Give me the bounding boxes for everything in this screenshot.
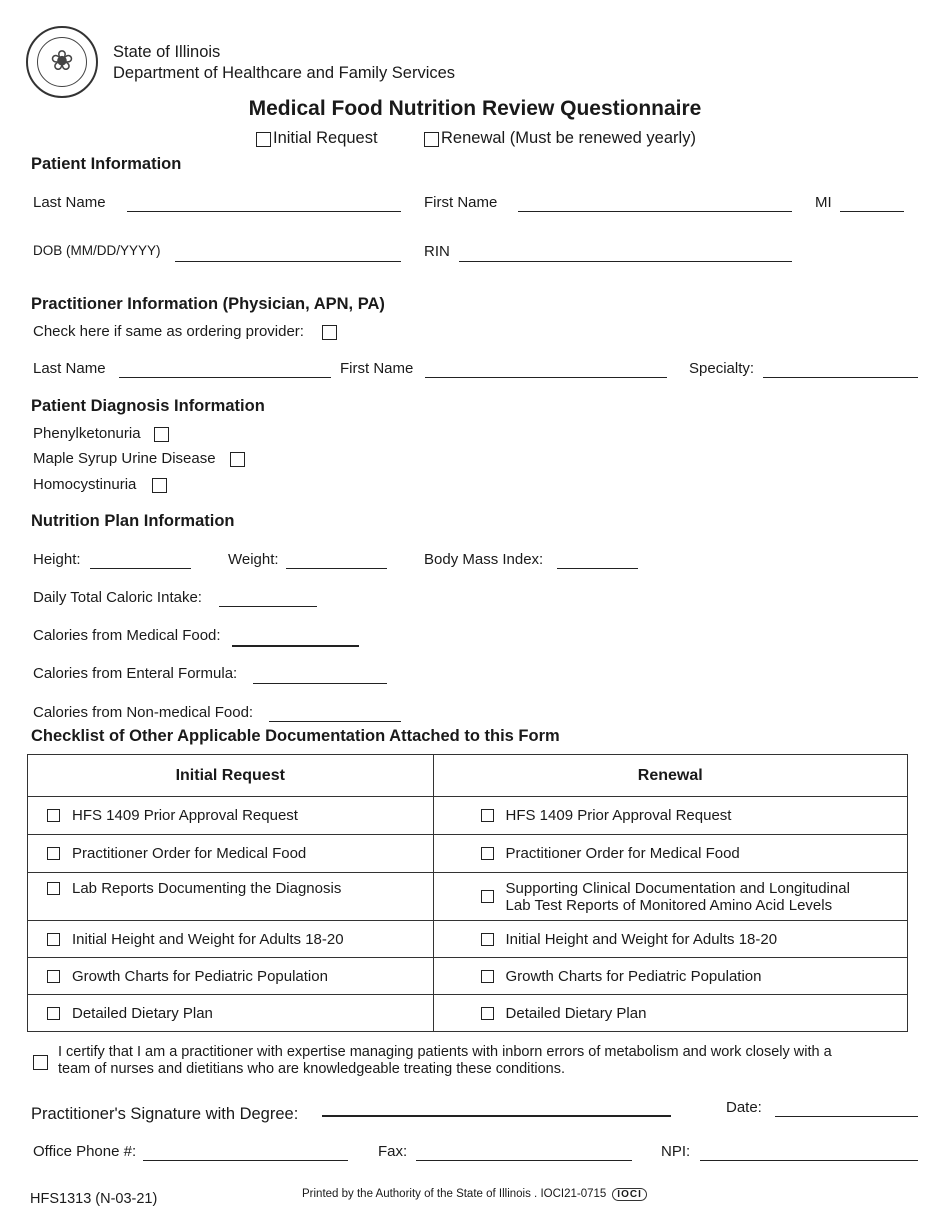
initial-request-label: Initial Request bbox=[273, 129, 378, 147]
initial-lab-reports-label: Lab Reports Documenting the Diagnosis bbox=[72, 880, 342, 897]
initial-lab-reports-checkbox[interactable] bbox=[47, 882, 60, 895]
renewal-growth-charts-checkbox[interactable] bbox=[481, 970, 494, 983]
diagnosis-homocystinuria-label: Homocystinuria bbox=[33, 476, 137, 493]
renewal-practitioner-order-checkbox[interactable] bbox=[481, 847, 494, 860]
agency-line-1: State of Illinois bbox=[113, 43, 221, 61]
patient-rin-field[interactable] bbox=[459, 261, 792, 262]
renewal-hfs1409-label: HFS 1409 Prior Approval Request bbox=[505, 807, 732, 824]
checklist-row bbox=[28, 995, 908, 1032]
checklist-heading: Checklist of Other Applicable Documentation Attached to this Form bbox=[31, 727, 560, 745]
initial-hfs1409-checkbox[interactable] bbox=[47, 809, 60, 822]
checklist-col-initial: Initial Request bbox=[28, 755, 434, 797]
renewal-dietary-plan-checkbox[interactable] bbox=[481, 1007, 494, 1020]
signature-field[interactable] bbox=[322, 1115, 671, 1117]
patient-rin-label: RIN bbox=[424, 243, 450, 260]
practitioner-last-name-label: Last Name bbox=[33, 360, 106, 377]
renewal-height-weight-label: Initial Height and Weight for Adults 18-20 bbox=[505, 930, 778, 948]
practitioner-info-heading: Practitioner Information (Physician, APN, PA) bbox=[31, 295, 385, 313]
renewal-growth-charts-label: Growth Charts for Pediatric Population bbox=[505, 967, 762, 985]
patient-mi-label: MI bbox=[815, 194, 832, 211]
initial-practitioner-order-checkbox[interactable] bbox=[47, 847, 60, 860]
signature-label: Practitioner's Signature with Degree: bbox=[31, 1105, 299, 1123]
enteral-calories-label: Calories from Enteral Formula: bbox=[33, 665, 238, 682]
renewal-supporting-docs-line1: Supporting Clinical Documentation and Longitudinal bbox=[505, 879, 850, 897]
practitioner-last-name-field[interactable] bbox=[119, 377, 331, 378]
initial-dietary-plan-checkbox[interactable] bbox=[47, 1007, 60, 1020]
printed-by-line bbox=[302, 1188, 647, 1201]
office-phone-label: Office Phone #: bbox=[33, 1143, 137, 1160]
patient-last-name-label: Last Name bbox=[33, 194, 106, 211]
checklist-row bbox=[28, 873, 908, 921]
practitioner-specialty-label: Specialty: bbox=[689, 360, 755, 377]
initial-hfs1409-label: HFS 1409 Prior Approval Request bbox=[72, 807, 298, 824]
medical-food-calories-label: Calories from Medical Food: bbox=[33, 627, 221, 644]
fax-field[interactable] bbox=[416, 1160, 632, 1161]
non-medical-calories-label: Calories from Non-medical Food: bbox=[33, 704, 254, 721]
bmi-label: Body Mass Index: bbox=[424, 551, 544, 568]
patient-mi-field[interactable] bbox=[840, 211, 904, 212]
certification-checkbox[interactable] bbox=[33, 1055, 48, 1070]
bmi-field[interactable] bbox=[557, 568, 638, 569]
checklist-row bbox=[28, 958, 908, 995]
npi-label: NPI: bbox=[661, 1143, 691, 1160]
patient-info-heading: Patient Information bbox=[31, 155, 182, 173]
checklist-row bbox=[28, 835, 908, 873]
certification-text bbox=[58, 1044, 832, 1078]
renewal-dietary-plan-label: Detailed Dietary Plan bbox=[505, 1004, 647, 1022]
renewal-supporting-docs-label bbox=[506, 880, 850, 914]
form-title: Medical Food Nutrition Review Questionnaire bbox=[248, 97, 702, 120]
checklist-row bbox=[28, 921, 908, 958]
enteral-calories-field[interactable] bbox=[253, 683, 387, 684]
renewal-hfs1409-checkbox[interactable] bbox=[481, 809, 494, 822]
patient-first-name-field[interactable] bbox=[518, 211, 792, 212]
renewal-supporting-docs-checkbox[interactable] bbox=[481, 890, 494, 903]
fax-label: Fax: bbox=[378, 1143, 408, 1160]
patient-first-name-label: First Name bbox=[424, 194, 498, 211]
initial-height-weight-checkbox[interactable] bbox=[47, 933, 60, 946]
daily-caloric-label: Daily Total Caloric Intake: bbox=[33, 589, 202, 606]
certification-line-1: I certify that I am a practitioner with expertise managing patients with inborn errors of metabolism and work closely with a bbox=[58, 1044, 832, 1060]
nutrition-heading: Nutrition Plan Information bbox=[31, 512, 235, 530]
diagnosis-msud-checkbox[interactable] bbox=[230, 452, 245, 467]
height-field[interactable] bbox=[90, 568, 191, 569]
form-number: HFS1313 (N-03-21) bbox=[30, 1191, 158, 1207]
initial-height-weight-label: Initial Height and Weight for Adults 18-20 bbox=[72, 930, 344, 948]
agency-line-2: Department of Healthcare and Family Services bbox=[113, 64, 456, 82]
diagnosis-heading: Patient Diagnosis Information bbox=[31, 397, 265, 415]
renewal-label: Renewal (Must be renewed yearly) bbox=[441, 129, 696, 147]
renewal-supporting-docs-line2: Lab Test Reports of Monitored Amino Acid Levels bbox=[505, 896, 833, 914]
patient-dob-field[interactable] bbox=[175, 261, 401, 262]
practitioner-first-name-label: First Name bbox=[340, 360, 414, 377]
medical-food-calories-field[interactable] bbox=[232, 645, 359, 647]
diagnosis-pku-label: Phenylketonuria bbox=[33, 425, 141, 442]
date-field[interactable] bbox=[775, 1116, 918, 1117]
patient-dob-label: DOB (MM/DD/YYYY) bbox=[33, 243, 161, 258]
ioci-logo-icon: IOCI bbox=[612, 1188, 647, 1201]
same-as-provider-checkbox[interactable] bbox=[322, 325, 337, 340]
diagnosis-homocystinuria-checkbox[interactable] bbox=[152, 478, 167, 493]
checklist-row bbox=[28, 797, 908, 835]
diagnosis-pku-checkbox[interactable] bbox=[154, 427, 169, 442]
initial-practitioner-order-label: Practitioner Order for Medical Food bbox=[72, 845, 307, 862]
state-seal bbox=[26, 26, 98, 98]
daily-caloric-field[interactable] bbox=[219, 606, 317, 607]
certification-line-2: team of nurses and dietitians who are knowledgeable treating these conditions. bbox=[58, 1061, 566, 1077]
same-as-provider-label: Check here if same as ordering provider: bbox=[33, 323, 304, 340]
diagnosis-msud-label: Maple Syrup Urine Disease bbox=[33, 450, 216, 467]
initial-dietary-plan-label: Detailed Dietary Plan bbox=[72, 1004, 213, 1022]
initial-growth-charts-label: Growth Charts for Pediatric Population bbox=[72, 967, 328, 985]
patient-last-name-field[interactable] bbox=[127, 211, 401, 212]
weight-field[interactable] bbox=[286, 568, 387, 569]
npi-field[interactable] bbox=[700, 1160, 918, 1161]
renewal-practitioner-order-label: Practitioner Order for Medical Food bbox=[505, 845, 740, 862]
renewal-checkbox[interactable] bbox=[424, 132, 439, 147]
checklist-col-renewal: Renewal bbox=[433, 755, 907, 797]
renewal-height-weight-checkbox[interactable] bbox=[481, 933, 494, 946]
initial-growth-charts-checkbox[interactable] bbox=[47, 970, 60, 983]
height-label: Height: bbox=[33, 551, 81, 568]
initial-request-checkbox[interactable] bbox=[256, 132, 271, 147]
printed-by-text: Printed by the Authority of the State of Illinois . IOCI21-0715 bbox=[302, 1188, 607, 1200]
non-medical-calories-field[interactable] bbox=[269, 721, 401, 722]
checklist-header-row bbox=[28, 755, 908, 797]
practitioner-specialty-field[interactable] bbox=[763, 377, 918, 378]
office-phone-field[interactable] bbox=[143, 1160, 348, 1161]
weight-label: Weight: bbox=[228, 551, 279, 568]
practitioner-first-name-field[interactable] bbox=[425, 377, 667, 378]
date-label: Date: bbox=[726, 1099, 762, 1116]
seal-eagle-icon: ❀ bbox=[50, 45, 74, 76]
checklist-table bbox=[27, 754, 908, 1032]
